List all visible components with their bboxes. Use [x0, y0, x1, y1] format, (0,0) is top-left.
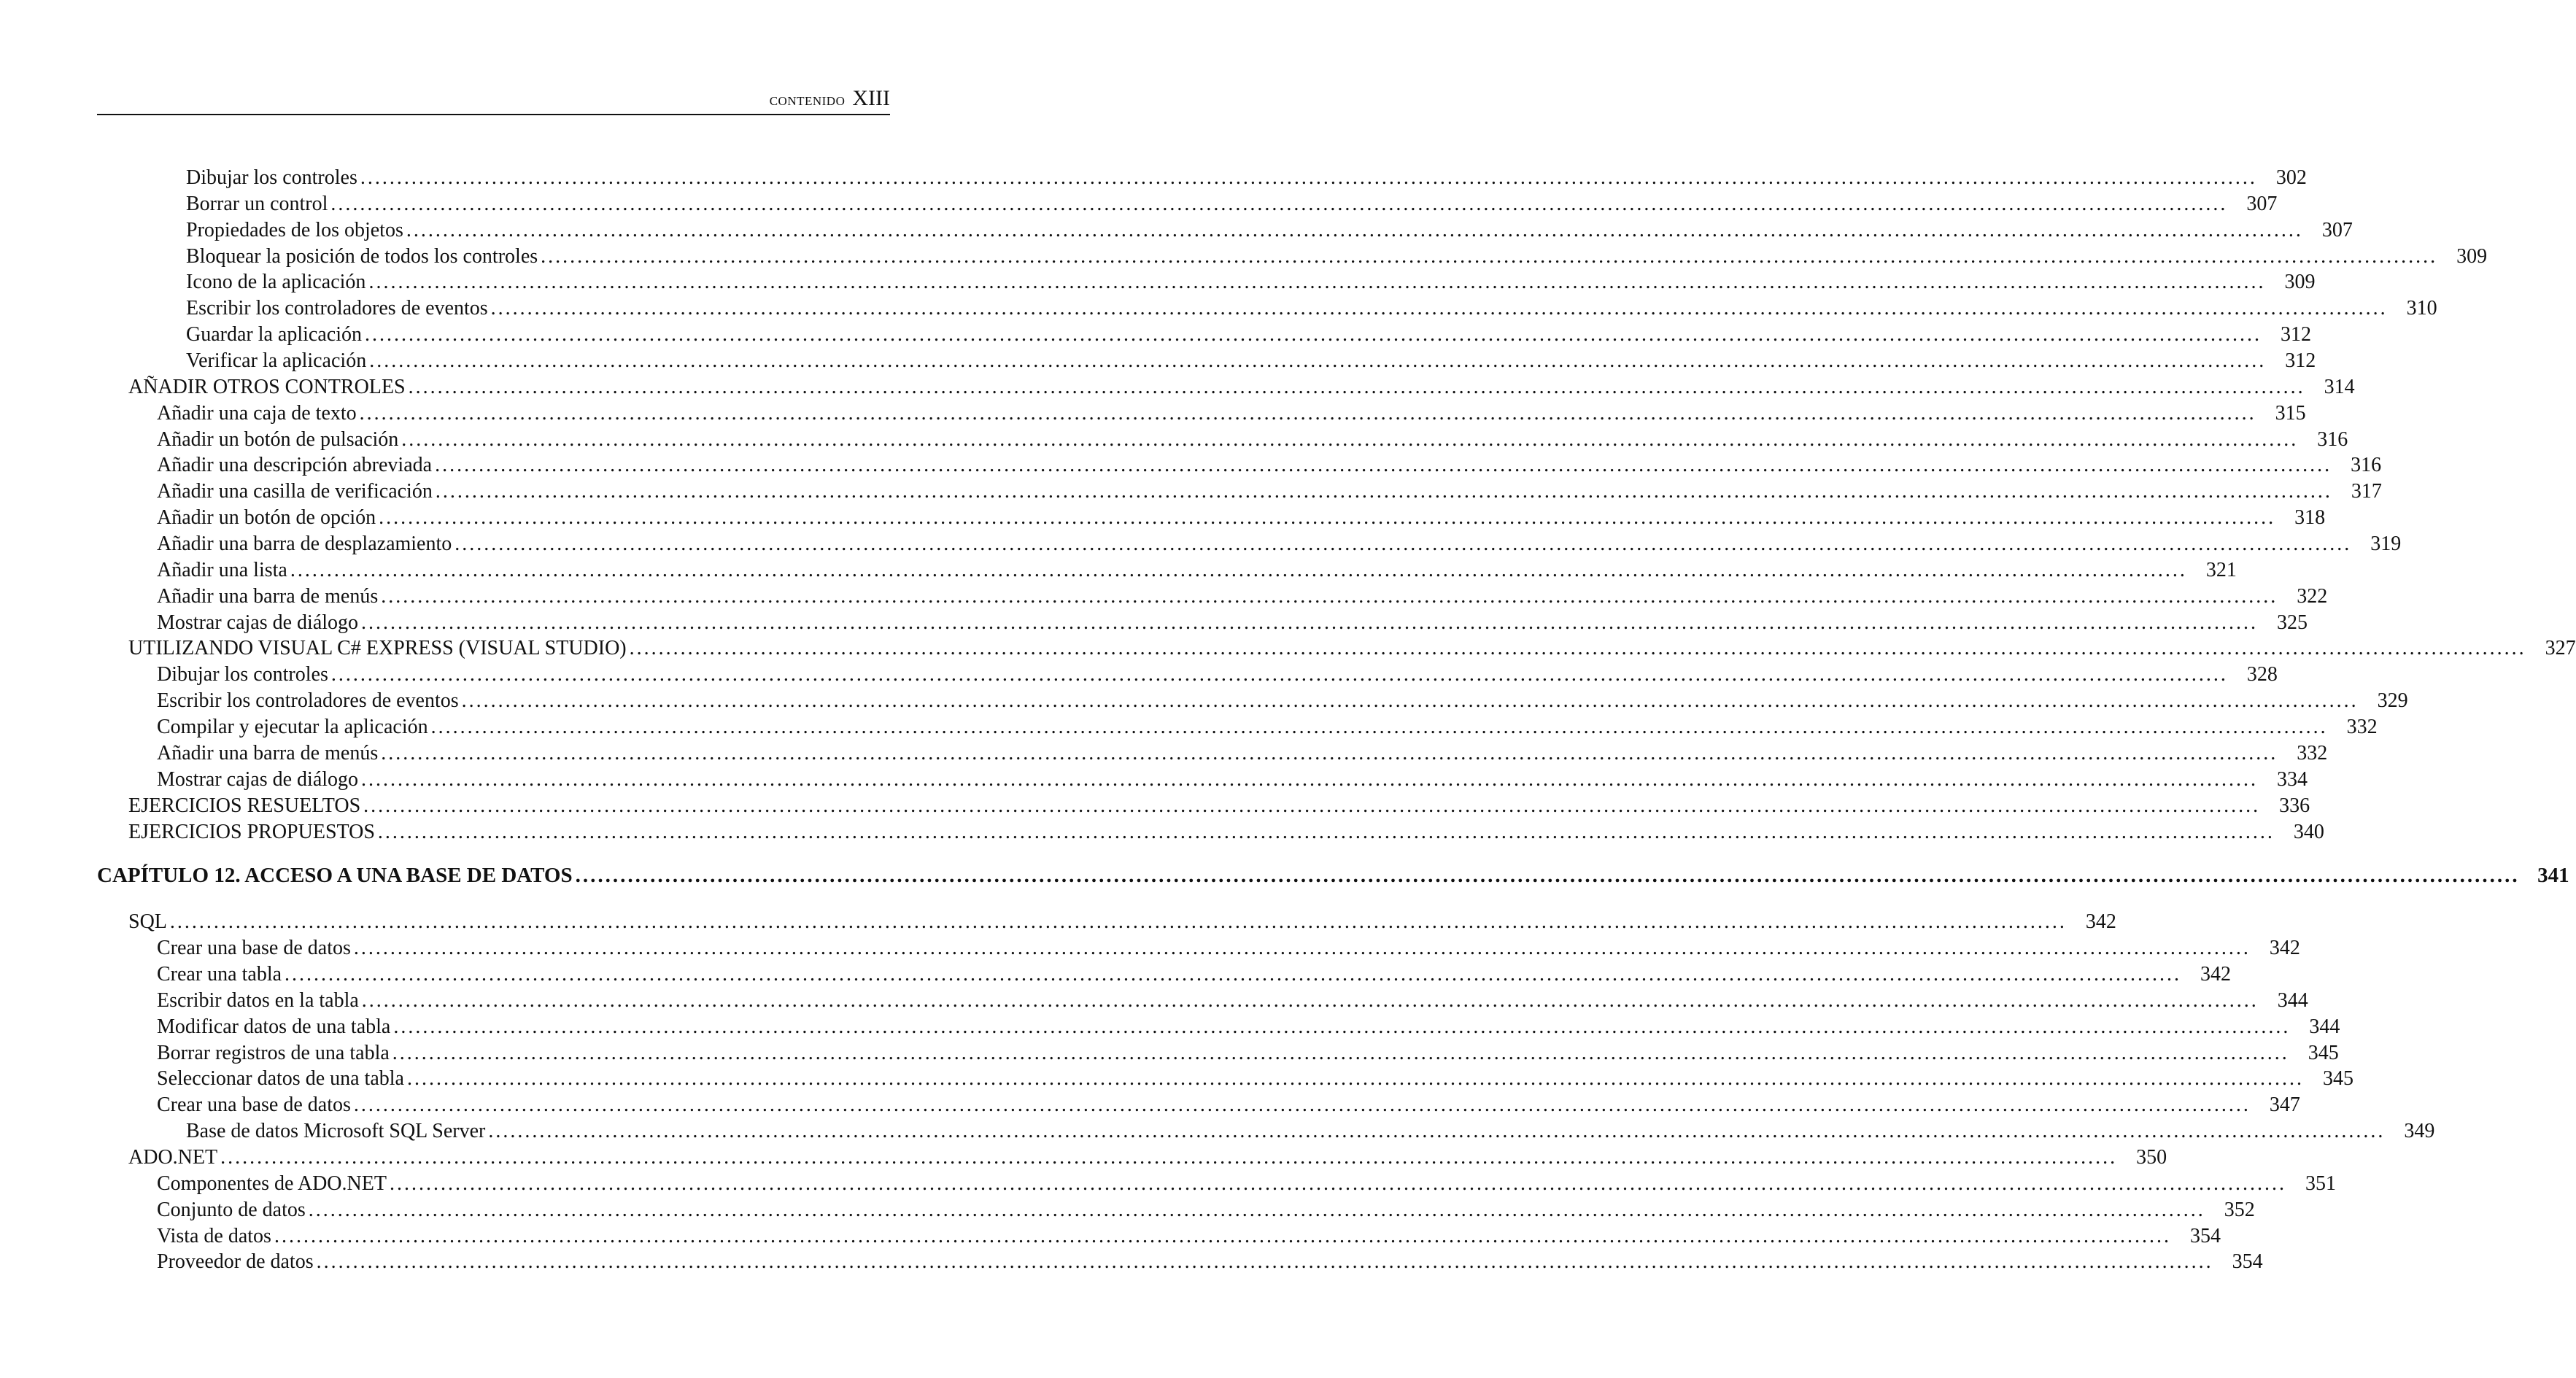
dot-leader: .................................................................................................................................................................................................................................................................... [392, 1041, 2289, 1064]
dot-leader: .................................................................................................................................................................................................................................................................... [361, 611, 2259, 634]
toc-entry [157, 401, 2306, 428]
toc-entry [186, 192, 2278, 219]
toc-entry-page: 332 [2297, 741, 2328, 765]
dot-leader: .................................................................................................................................................................................................................................................................... [381, 584, 2278, 608]
toc-entry-page: 350 [2136, 1145, 2167, 1169]
toc-entry [157, 454, 2382, 480]
dot-leader: .................................................................................................................................................................................................................................................................... [360, 166, 2257, 189]
dot-leader: .................................................................................................................................................................................................................................................................... [435, 454, 2332, 477]
toc-entry-title: Dibujar los controles [157, 663, 328, 686]
toc-entry [157, 1224, 2221, 1251]
dot-leader: .................................................................................................................................................................................................................................................................... [408, 375, 2305, 398]
dot-leader: .................................................................................................................................................................................................................................................................... [361, 767, 2259, 791]
dot-leader: .................................................................................................................................................................................................................................................................... [369, 349, 2267, 373]
toc-entry-page: 349 [2404, 1120, 2435, 1143]
toc-entry-page: 351 [2305, 1172, 2336, 1195]
toc-entry-page: 325 [2277, 611, 2308, 634]
toc-entry [157, 533, 2402, 559]
toc-entry-page: 340 [2293, 820, 2324, 843]
dot-leader: .................................................................................................................................................................................................................................................................... [363, 794, 2261, 817]
toc-entry-title: EJERCICIOS RESUELTOS [128, 794, 361, 817]
toc-entry-title: Seleccionar datos de una tabla [157, 1067, 404, 1091]
toc-entry [157, 1067, 2353, 1094]
toc-entry [186, 323, 2311, 349]
toc-entry-page: 318 [2294, 506, 2326, 530]
dot-leader: .................................................................................................................................................................................................................................................................... [393, 1015, 2291, 1038]
dot-leader: .................................................................................................................................................................................................................................................................... [359, 401, 2256, 425]
toc-entry-page: 314 [2324, 375, 2355, 398]
toc-entry-title: Escribir los controladores de eventos [186, 297, 488, 320]
toc-entry-title: Añadir un botón de pulsación [157, 427, 399, 451]
page-number: XIII [852, 86, 890, 110]
dot-leader: .................................................................................................................................................................................................................................................................... [541, 244, 2438, 268]
toc-entry [157, 767, 2308, 794]
toc-entry-page: 354 [2189, 1224, 2221, 1247]
toc-entry-title: SQL [128, 910, 167, 934]
toc-entry [157, 427, 2348, 454]
toc-entry [128, 637, 2576, 663]
toc-entry-page: 336 [2279, 794, 2310, 817]
toc-entry-title: Añadir una barra de menús [157, 741, 379, 765]
toc-entry-title: Verificar la aplicación [186, 349, 367, 373]
toc-entry-page: 347 [2269, 1094, 2300, 1117]
toc-entry-title: Escribir datos en la tabla [157, 988, 359, 1012]
toc-entry-title: Mostrar cajas de diálogo [157, 611, 359, 634]
toc-entry-title: Crear una tabla [157, 962, 282, 986]
dot-leader: .................................................................................................................................................................................................................................................................... [316, 1250, 2213, 1274]
dot-leader: .................................................................................................................................................................................................................................................................... [401, 427, 2299, 451]
dot-leader: .................................................................................................................................................................................................................................................................... [381, 741, 2278, 765]
toc-entry [157, 689, 2408, 716]
toc-entry-title: Vista de datos [157, 1224, 271, 1247]
toc-entry-page: 345 [2308, 1041, 2339, 1064]
toc-entry [157, 741, 2328, 768]
toc-entry-page: 352 [2224, 1198, 2255, 1221]
dot-leader: .................................................................................................................................................................................................................................................................... [308, 1198, 2205, 1221]
toc-entry-page: 344 [2277, 988, 2308, 1012]
toc-entry-title: Escribir los controladores de eventos [157, 689, 459, 713]
toc-entry-page: 342 [2200, 962, 2232, 986]
toc-entry [128, 910, 2116, 937]
toc-entry-page: 345 [2322, 1067, 2353, 1091]
toc-entry-title: Icono de la aplicación [186, 271, 366, 294]
toc-entry-page: 354 [2232, 1250, 2263, 1274]
toc-entry-page: 327 [2545, 637, 2576, 660]
toc-entry-page: 302 [2275, 166, 2307, 189]
toc-entry-title: CAPÍTULO 12. ACCESO A UNA BASE DE DATOS [97, 864, 573, 888]
dot-leader: .................................................................................................................................................................................................................................................................... [274, 1224, 2171, 1247]
dot-leader: .................................................................................................................................................................................................................................................................... [330, 192, 2228, 215]
toc-entry [186, 349, 2316, 376]
toc-entry-title: Añadir una caja de texto [157, 401, 357, 425]
toc-entry [128, 820, 2324, 847]
toc-entry-title: Añadir una lista [157, 558, 287, 581]
dot-leader: .................................................................................................................................................................................................................................................................... [389, 1172, 2286, 1195]
toc-entry [157, 1172, 2336, 1199]
dot-leader: .................................................................................................................................................................................................................................................................... [406, 218, 2303, 241]
dot-leader: .................................................................................................................................................................................................................................................................... [488, 1120, 2386, 1143]
toc-entry [157, 962, 2232, 989]
toc-entry [186, 244, 2488, 271]
toc-entry-page: 316 [2351, 454, 2382, 477]
toc-entry-title: Propiedades de los objetos [186, 218, 403, 241]
toc-entry [157, 988, 2308, 1015]
toc-entry [157, 1015, 2340, 1042]
chapter-heading-entry [97, 864, 2569, 890]
toc-entry [128, 1145, 2167, 1172]
dot-leader: .................................................................................................................................................................................................................................................................... [368, 271, 2266, 294]
toc-entry-page: 328 [2246, 663, 2278, 686]
dot-leader: .................................................................................................................................................................................................................................................................... [455, 533, 2352, 556]
toc-entry [186, 297, 2437, 323]
toc-entry-title: UTILIZANDO VISUAL C# EXPRESS (VISUAL STUDIO) [128, 637, 627, 660]
toc-entry-page: 309 [2284, 271, 2316, 294]
header-rule [97, 114, 890, 115]
toc-entry-title: Añadir una barra de menús [157, 584, 379, 608]
toc-entry [186, 1120, 2435, 1146]
running-head-section: CONTENIDO [769, 94, 846, 108]
dot-leader: .................................................................................................................................................................................................................................................................... [461, 689, 2359, 713]
toc-entry-page: 315 [2275, 401, 2306, 425]
dot-leader: .................................................................................................................................................................................................................................................................... [629, 637, 2526, 660]
toc-entry [128, 375, 2355, 402]
toc-entry [157, 1094, 2300, 1120]
toc-entry-page: 321 [2205, 558, 2237, 581]
toc-entry-title: EJERCICIOS PROPUESTOS [128, 820, 375, 843]
dot-leader: .................................................................................................................................................................................................................................................................... [361, 988, 2259, 1012]
toc-entry-title: Guardar la aplicación [186, 323, 362, 347]
toc-entry [157, 1250, 2263, 1277]
toc-entry-page: 332 [2346, 716, 2378, 739]
toc-entry-title: Añadir una descripción abreviada [157, 454, 433, 477]
toc-entry-title: Conjunto de datos [157, 1198, 306, 1221]
toc-entry-title: AÑADIR OTROS CONTROLES [128, 375, 406, 398]
toc-entry-page: 322 [2297, 584, 2328, 608]
toc-entry [157, 584, 2328, 611]
dot-leader: .................................................................................................................................................................................................................................................................... [490, 297, 2388, 320]
toc-entry [157, 716, 2378, 742]
dot-leader: .................................................................................................................................................................................................................................................................... [290, 558, 2187, 581]
toc-entry [157, 558, 2237, 585]
toc-entry-title: Bloquear la posición de todos los controles [186, 244, 538, 268]
toc-entry-title: ADO.NET [128, 1145, 218, 1169]
toc-entry-title: Añadir una casilla de verificación [157, 480, 433, 503]
running-head [0, 86, 890, 111]
dot-leader: .................................................................................................................................................................................................................................................................... [406, 1067, 2304, 1091]
toc-entry [157, 1041, 2339, 1068]
toc-entry-title: Crear una base de datos [157, 937, 351, 960]
toc-entry-title: Mostrar cajas de diálogo [157, 767, 359, 791]
toc-entry [128, 794, 2310, 821]
toc-entry [186, 271, 2316, 297]
dot-leader: .................................................................................................................................................................................................................................................................... [220, 1145, 2118, 1169]
toc-entry-page: 312 [2280, 323, 2311, 347]
toc-entry-title: Dibujar los controles [186, 166, 357, 189]
dot-leader: .................................................................................................................................................................................................................................................................... [353, 937, 2251, 960]
toc-entry-title: Borrar registros de una tabla [157, 1041, 390, 1064]
toc-entry [157, 937, 2300, 963]
dot-leader: .................................................................................................................................................................................................................................................................... [377, 820, 2275, 843]
toc-entry-page: 342 [2085, 910, 2116, 934]
toc-entry-page: 329 [2377, 689, 2408, 713]
dot-leader: .................................................................................................................................................................................................................................................................... [353, 1094, 2251, 1117]
dot-leader: .................................................................................................................................................................................................................................................................... [330, 663, 2228, 686]
toc-entry-title: Compilar y ejecutar la aplicación [157, 716, 428, 739]
toc-entry-title: Crear una base de datos [157, 1094, 351, 1117]
toc-entry-page: 307 [2246, 192, 2278, 215]
toc-entry-title: Componentes de ADO.NET [157, 1172, 387, 1195]
toc-entry [157, 1198, 2255, 1225]
toc-entry-title: Base de datos Microsoft SQL Server [186, 1120, 486, 1143]
dot-leader: .................................................................................................................................................................................................................................................................... [364, 323, 2262, 347]
toc-entry-page: 317 [2351, 480, 2382, 503]
toc-entry-page: 342 [2269, 937, 2300, 960]
toc-entry-page: 309 [2456, 244, 2488, 268]
toc-entry [186, 166, 2307, 193]
toc-entry-title: Añadir una barra de desplazamiento [157, 533, 452, 556]
dot-leader: .................................................................................................................................................................................................................................................................... [379, 506, 2276, 530]
toc-entry-title: Modificar datos de una tabla [157, 1015, 391, 1038]
toc-entry-page: 307 [2321, 218, 2353, 241]
toc-entry-page: 310 [2406, 297, 2437, 320]
toc-entry-title: Proveedor de datos [157, 1250, 314, 1274]
toc-entry-page: 316 [2317, 427, 2348, 451]
toc-entry-page: 334 [2277, 767, 2308, 791]
toc-entry [157, 663, 2278, 689]
toc-entry-page: 344 [2309, 1015, 2340, 1038]
toc-entry-title: Borrar un control [186, 192, 328, 215]
toc-entry-page: 319 [2370, 533, 2402, 556]
dot-leader: .................................................................................................................................................................................................................................................................... [575, 864, 2520, 888]
toc-entry-title: Añadir un botón de opción [157, 506, 376, 530]
toc-entry [157, 506, 2326, 533]
dot-leader: .................................................................................................................................................................................................................................................................... [435, 480, 2332, 503]
dot-leader: .................................................................................................................................................................................................................................................................... [169, 910, 2067, 934]
toc-entry [157, 480, 2382, 506]
toc-entry-page: 341 [2537, 864, 2569, 888]
toc-entry [157, 611, 2308, 638]
toc-entry [186, 218, 2353, 245]
dot-leader: .................................................................................................................................................................................................................................................................... [430, 716, 2328, 739]
dot-leader: .................................................................................................................................................................................................................................................................... [285, 962, 2182, 986]
toc-entry-page: 312 [2285, 349, 2316, 373]
